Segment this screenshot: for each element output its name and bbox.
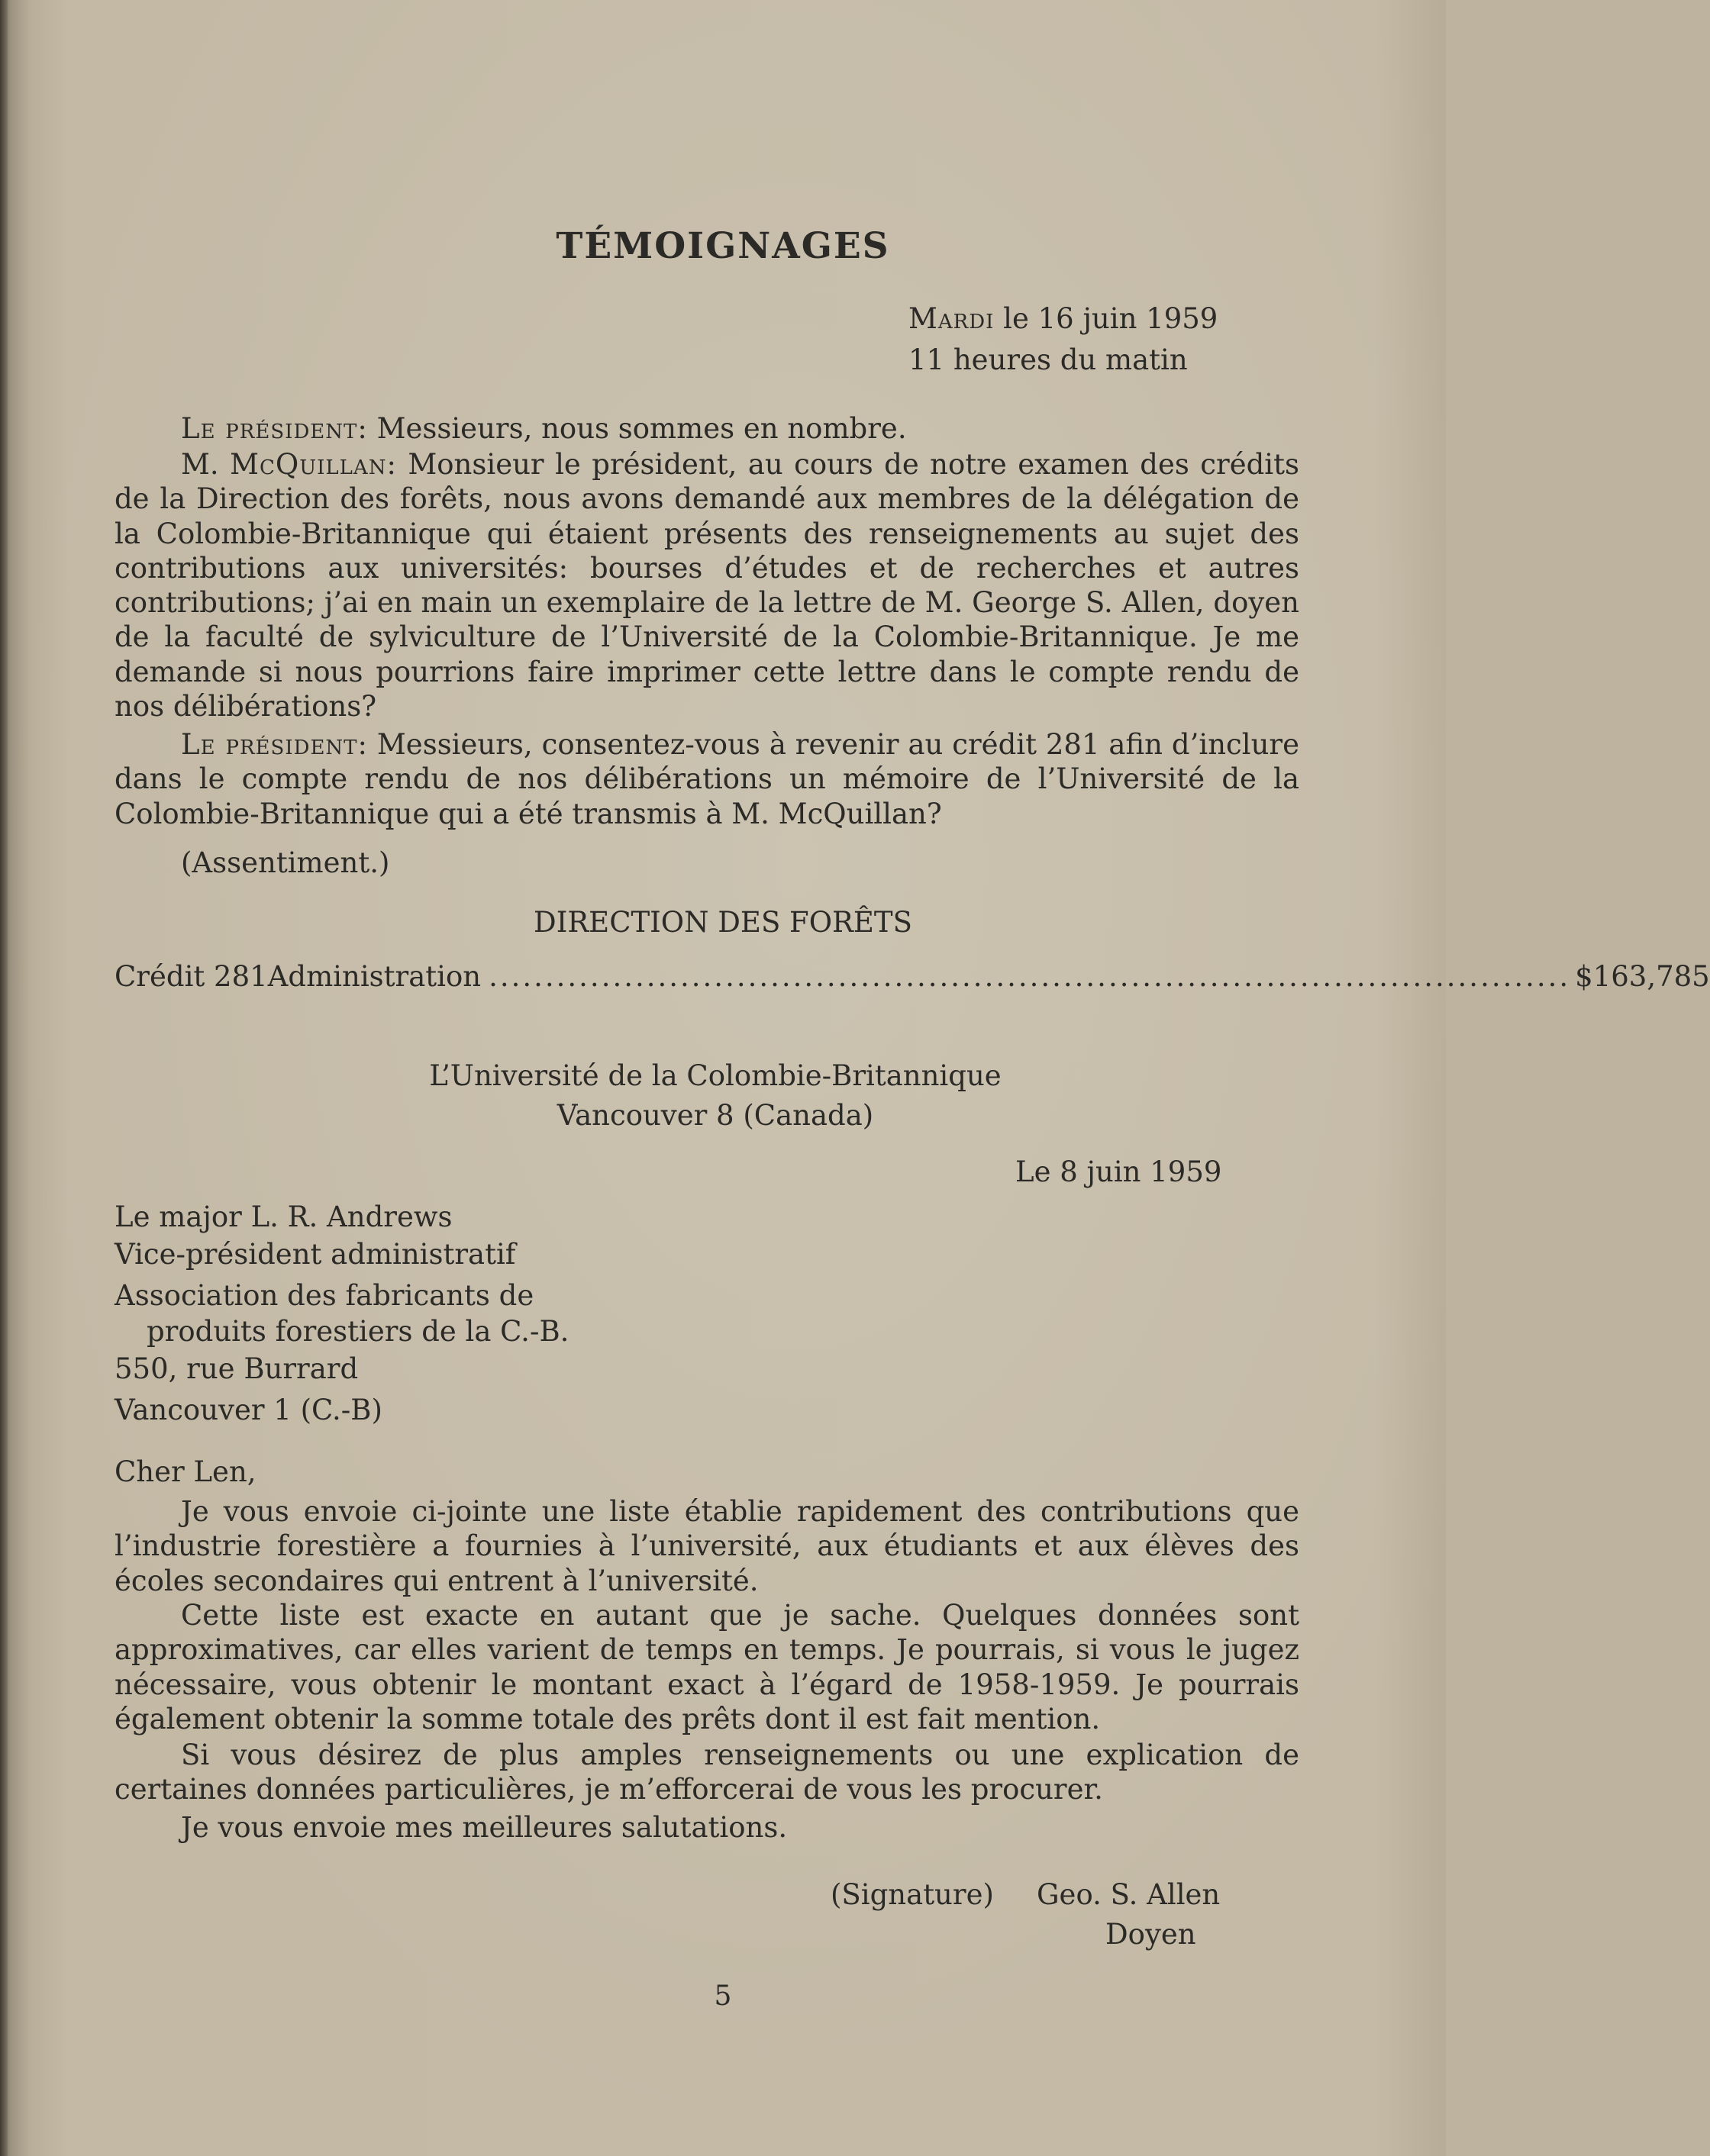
credit-item: Administration [267, 960, 482, 993]
date-header [908, 301, 1218, 337]
address-line: Vice-président administratif [115, 1238, 516, 1271]
signature-title: Doyen [1105, 1918, 1196, 1951]
paragraph-text: Monsieur le président, au cours de notre examen des crédits de la Direction des forêts, nous avons demandé aux membres de la délégation de la Colombie-Britannique qui étaient présents des renseignements au sujet des contributions aux universités: bourses d’études et de recherches et autres contributions; j’ai en main un exemplaire de la lettre de M. George S. Allen, doyen de la faculté de sylviculture de l’Université de la Colombie-Britannique. Je me demande si nous pourrions faire imprimer cette lettre dans le compte rendu de nos délibérations? [115, 448, 1299, 724]
page-title: TÉMOIGNAGES [556, 225, 890, 267]
signature-name: Geo. S. Allen [1037, 1878, 1221, 1911]
date-text: le 16 juin 1959 [1003, 302, 1218, 335]
letter-date: Le 8 juin 1959 [1015, 1155, 1222, 1188]
letter-institution: L’Université de la Colombie-Britannique [429, 1059, 1002, 1092]
assent-note: (Assentiment.) [181, 846, 390, 879]
section-heading: DIRECTION DES FORÊTS [534, 906, 912, 939]
letter-paragraph: Je vous envoie ci-jointe une liste établie rapidement des contributions que l’industrie forestière a fournies à l’université, aux étudiants et aux élèves des écoles secondaires qui entrent à l’université. [115, 1495, 1299, 1597]
paragraph-mcquillan [115, 447, 1299, 724]
address-line: produits forestiers de la C.-B. [147, 1315, 569, 1348]
leader-dots: ................................................................................................ [489, 960, 1571, 993]
speaker-label: Le président: [181, 728, 368, 761]
currency-sign: $ [1575, 960, 1593, 993]
address-line: 550, rue Burrard [115, 1352, 359, 1385]
paragraph-text: Messieurs, consentez-vous à revenir au crédit 281 afin d’inclure dans le compte rendu de nos délibérations un mémoire de l’Université de la Colombie-Britannique qui a été transmis à M. McQuillan? [115, 728, 1300, 830]
paragraph-president-2 [115, 727, 1299, 831]
letter-salutation: Cher Len, [115, 1455, 256, 1488]
address-line: Le major L. R. Andrews [115, 1200, 453, 1233]
credit-label: Crédit 281 [115, 960, 268, 993]
signature-label: (Signature) [831, 1878, 994, 1911]
letter-paragraph: Cette liste est exacte en autant que je sache. Quelques données sont approximatives, car elles varient de temps en temps. Je pourrais, si vous le jugez nécessaire, vous obtenir le montant exact à l’égard de 1958-1959. Je pourrais également obtenir la somme totale des prêts dont il est fait mention. [115, 1599, 1299, 1735]
paragraph-president-1 [181, 411, 907, 446]
credit-amount: 163,785 [1592, 960, 1710, 993]
speaker-label: Le président: [181, 412, 368, 445]
speaker-prefix: M. [181, 448, 231, 481]
time-header: 11 heures du matin [908, 343, 1188, 376]
letter-paragraph: Je vous envoie mes meilleures salutations. [181, 1811, 788, 1844]
credit-line [115, 960, 1710, 993]
speaker-label: McQuillan: [230, 448, 397, 481]
day-label: Mardi [908, 302, 995, 335]
paragraph-text: Messieurs, nous sommes en nombre. [367, 412, 907, 445]
letter-city: Vancouver 8 (Canada) [557, 1099, 874, 1132]
address-line: Vancouver 1 (C.-B) [115, 1394, 382, 1426]
page-number: 5 [714, 1980, 732, 2012]
letter-paragraph: Si vous désirez de plus amples renseignements ou une explication de certaines données particulières, je m’efforcerai de vous les procurer. [115, 1739, 1299, 1806]
address-line: Association des fabricants de [115, 1279, 534, 1312]
